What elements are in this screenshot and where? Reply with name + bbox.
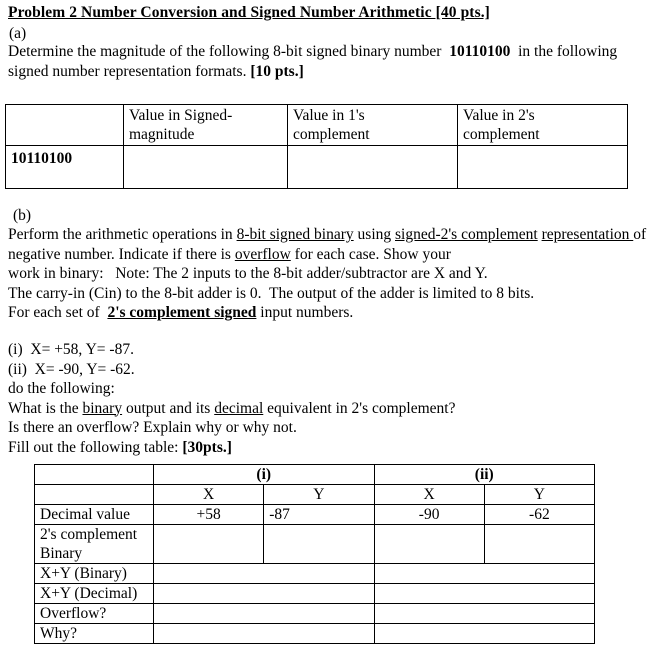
table-row-why [35,624,595,644]
question-1-text-3: equivalent in 2's complement? [263,399,456,417]
cell-decimal-ii-x: -90 [374,505,484,525]
part-b-underline-overflow: overflow [234,245,291,263]
part-b-label: (b) [13,207,32,224]
cell-decimal-ii-y: -62 [484,505,594,525]
answer-cell-xplusy-decimal-ii[interactable] [374,584,595,604]
part-b-text-1: Perform the arithmetic operations in [8,226,237,243]
question-1-text-2: output and its [122,399,215,417]
question-3-text: Fill out the following table: [8,438,183,456]
table-row-overflow [35,604,595,624]
group-header-case-ii: (ii) [374,465,595,485]
table-row-decimal-value [35,505,595,525]
table-row-xplusy-decimal [35,584,595,604]
part-b-line-3: work in binary: Note: The 2 inputs to the 8-bit adder/subtractor are X and Y. [8,265,488,282]
question-1-text-1: What is the [8,399,83,417]
answer-cell-twos-complement[interactable] [458,146,628,189]
group-header-cell-empty [35,465,154,485]
table-row-xplusy-binary [35,564,595,584]
part-b-text-3: of negative number. Indicate if there is [8,226,651,263]
row-label-xplusy-binary: X+Y (Binary) [35,564,154,584]
sub-header-i-y: Y [264,485,374,505]
header-cell-ones-complement [288,105,458,146]
part-b-bold-underline-2s-complement-signed: 2's complement signed [107,304,257,321]
table-row [6,146,628,189]
part-a-label: (a) [9,25,27,42]
part-a-text-2: in the following signed number representation formats. [8,43,622,80]
part-b-underline-signed-2s-complement: signed-2's complement [395,226,538,243]
do-the-following: do the following: [8,380,115,397]
part-a-text-1: Determine the magnitude of the following 8-bit signed binary number [8,43,450,60]
part-b-text-2: using [353,226,395,243]
part-b-text-6: input numbers. [256,304,354,321]
answer-cell-why-i[interactable] [154,624,375,644]
row-label-xplusy-decimal: X+Y (Decimal) [35,584,154,604]
cell-decimal-i-x: +58 [154,505,264,525]
case-ii: (ii) X= -90, Y= -62. [8,360,135,378]
answer-cell-xplusy-decimal-i[interactable] [154,584,375,604]
header-line1: Value in 2's [463,107,535,124]
row-label-twos-complement-binary [35,525,154,564]
question-2: Is there an overflow? Explain why or why not. [8,419,297,436]
part-b-line-4: The carry-in (Cin) to the 8-bit adder is 0. The output of the adder is limited to 8 bits. [8,284,535,302]
answer-cell-binary-ii-x[interactable] [374,525,484,564]
header-line1: Value in Signed- [129,107,233,124]
row-label-line1: 2's complement [40,526,138,543]
answer-cell-overflow-i[interactable] [154,604,375,624]
table-row-group-header [35,465,595,485]
part-b-underline-8bit-signed-binary: 8-bit signed binary [236,226,354,243]
question-1-underline-binary: binary [82,399,123,417]
answer-cell-binary-ii-y[interactable] [484,525,594,564]
page-title: Problem 2 Number Conversion and Signed Number Arithmetic [40 pts.] [8,4,490,21]
header-line2: complement [293,126,370,143]
row-label-overflow: Overflow? [35,604,154,624]
answer-cell-binary-i-y[interactable] [264,525,374,564]
header-line1: Value in 1's [293,107,365,124]
answer-cell-overflow-ii[interactable] [374,604,595,624]
sub-header-ii-y: Y [484,485,594,505]
part-b-text-5: For each set of [8,304,108,321]
header-line2: magnitude [129,126,195,143]
answer-cell-xplusy-binary-i[interactable] [154,564,375,584]
sub-header-cell-empty [35,485,154,505]
cell-decimal-i-y: -87 [264,505,374,525]
table-row-header [6,105,628,146]
part-a-points: [10 pts.] [250,62,304,80]
header-cell-signed-magnitude [124,105,288,146]
part-a-binary-value: 10110100 [449,43,511,60]
sub-header-ii-x: X [374,485,484,505]
row-label-why: Why? [35,624,154,644]
header-cell-empty [6,105,124,146]
question-1-underline-decimal: decimal [214,399,264,417]
answer-cell-signed-magnitude[interactable] [124,146,288,189]
question-3-points: [30pts.] [182,438,232,456]
table-signed-formats [5,104,628,189]
part-a-instructions [8,42,648,81]
header-line2: complement [463,126,540,143]
header-cell-twos-complement [458,105,628,146]
row-label-binary-number: 10110100 [6,146,124,189]
part-b-underline-representation: representation [541,226,634,243]
answer-cell-binary-i-x[interactable] [154,525,264,564]
answer-cell-ones-complement[interactable] [288,146,458,189]
part-b-text-4: for each case. Show your [290,245,451,263]
part-b-instructions [8,225,658,323]
answer-cell-xplusy-binary-ii[interactable] [374,564,595,584]
part-b-cases-and-questions [8,340,658,457]
table-row-sub-header [35,485,595,505]
table-row-twos-complement-binary [35,525,595,564]
case-i: (i) X= +58, Y= -87. [8,341,134,358]
group-header-case-i: (i) [154,465,375,485]
table-arithmetic [34,464,595,644]
sub-header-i-x: X [154,485,264,505]
row-label-line2: Binary [40,545,83,562]
answer-cell-why-ii[interactable] [374,624,595,644]
row-label-decimal-value: Decimal value [35,505,154,525]
